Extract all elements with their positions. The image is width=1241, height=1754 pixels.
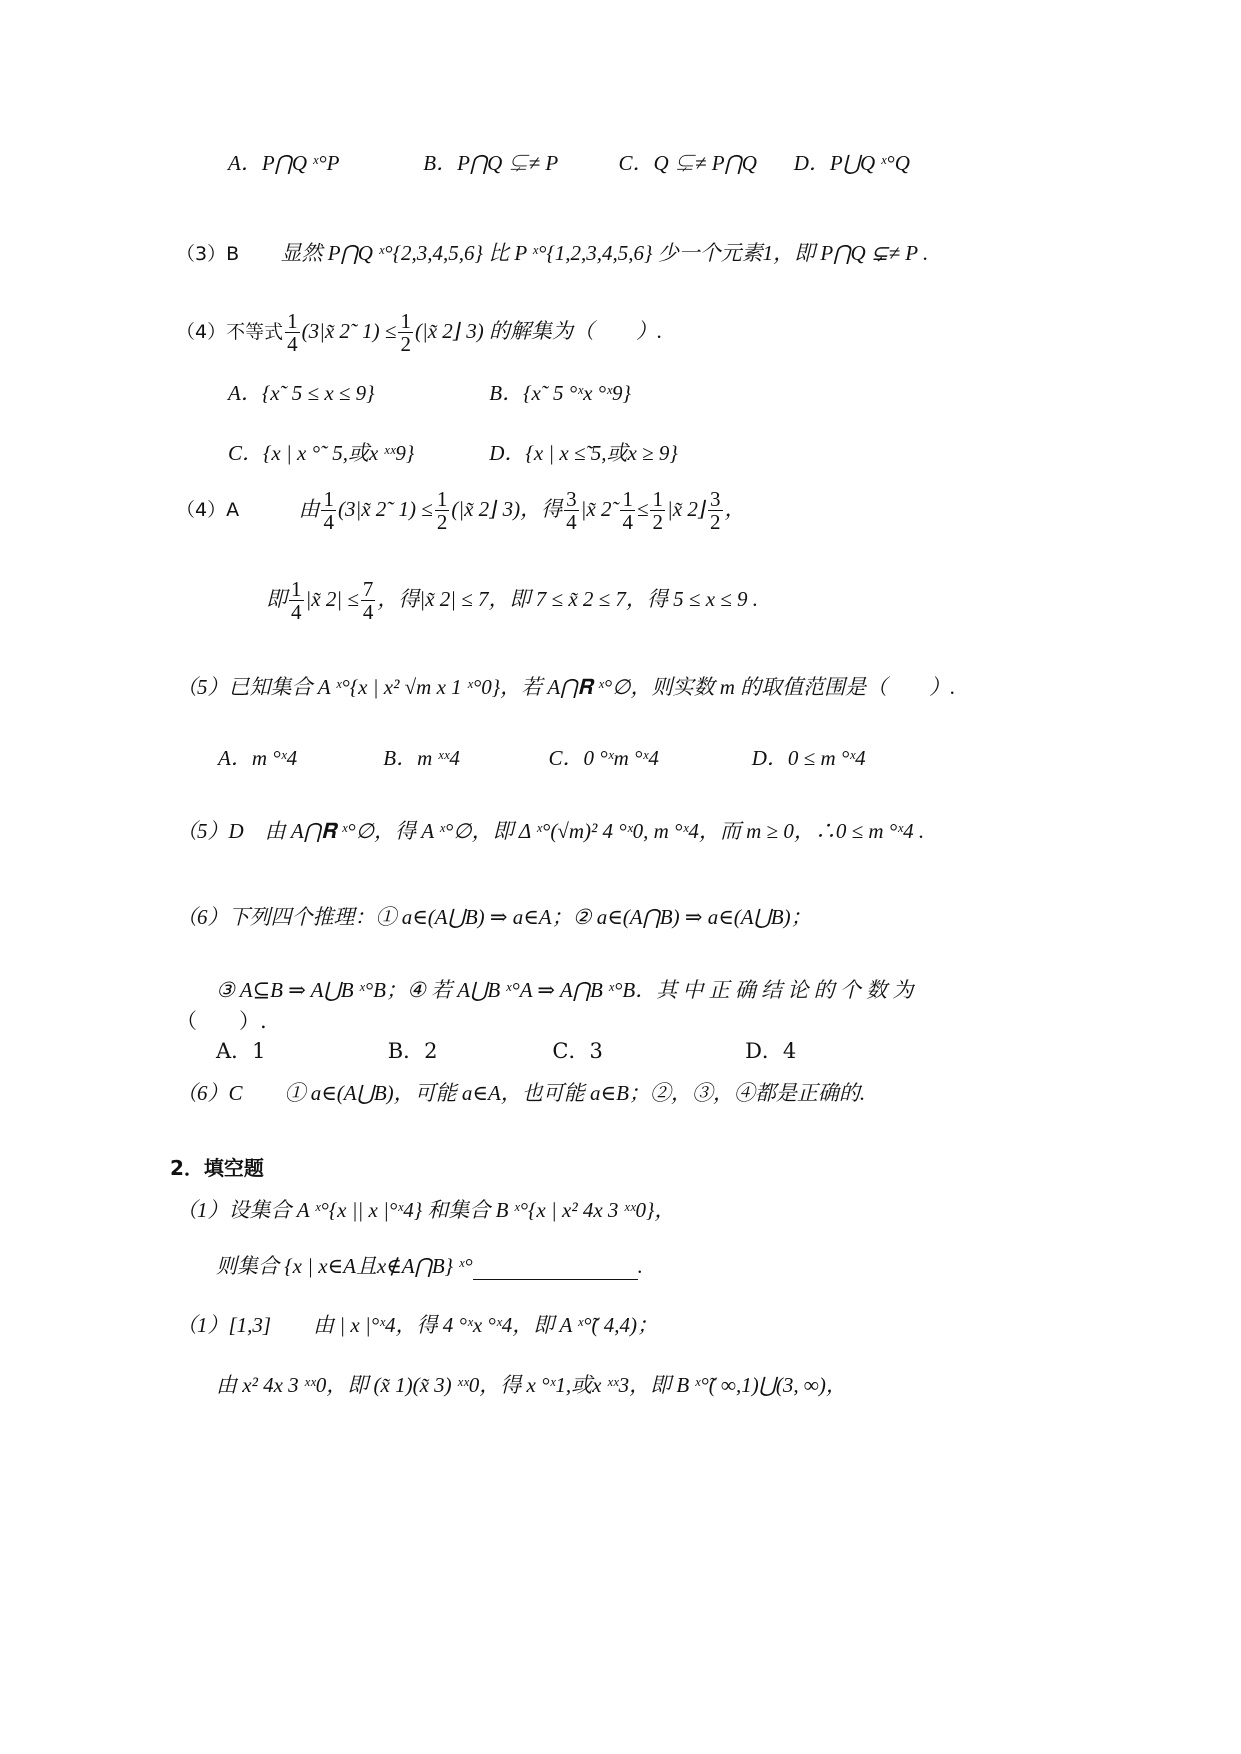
answer-fill-1-line-2: 由 x² 4x 3 ˣˣ0，即 (x̃ 1)(x̃ 3) ˣˣ0，得 x °ˣ1,或x ˣˣ3，即 B ˣ°̃( ∞,1)⋃(3, ∞)， [216,1373,847,1397]
section-2-heading: 2．填空题 [170,1156,264,1180]
q6-option-b: B．2 [387,1039,438,1063]
answer-4-text-1: 由 [298,497,320,522]
answer-4-text-6: |x̃ 2⌋ [666,497,707,522]
q2-options [228,150,910,177]
fill-1-line-2: 则集合 {x | x∈A且x∉A⋂B} ˣ° . [216,1253,643,1280]
answer-4-fraction-2: $\frac{1}{2}$ [436,487,448,535]
answer-3-tag: （3）B [176,243,240,265]
q4-fraction-2: $\frac{1}{2}$ [400,309,411,357]
q6-option-c: C．3 [552,1039,603,1063]
q4-expr-b: (|x̃ 2⌋ 3) 的解集为（ ）. [414,319,663,344]
answer-4-line-1 [176,488,746,533]
answer-3-text: 显然 P⋂Q ˣ°{2,3,4,5,6} 比 P ˣ°{1,2,3,4,5,6} 少一个元素1，即 P⋂Q ⊊≠ P . [280,241,929,265]
q2-option-a: A．P⋂Q ˣ°P [228,151,340,175]
question-6-line-2: ③ A⊆B ⇒ A⋃B ˣ°B；④ 若 A⋃B ˣ°A ⇒ A⋂B ˣ°B．其 中 正 确 结 论 的 个 数 为 [216,978,914,1002]
q2-option-b: B．P⋂Q ⊊≠ P [423,151,559,175]
q4-options-row-2 [228,440,678,467]
q4-option-b: B．{x˜ 5 °ˣx °ˣ9} [489,381,631,405]
answer-6: （6）C ① a∈(A⋃B)，可能 a∈A，也可能 a∈B；②，③，④都是正确的. [176,1081,866,1105]
answer-4-line-2-fraction-2: $\frac{7}{4}$ [362,577,374,625]
answer-3 [176,240,928,267]
answer-4-line-2-text-1: 即 [266,587,287,612]
answer-4-fraction-3: $\frac{3}{4}$ [566,487,577,535]
answer-5: （5）D 由 A⋂𝐑 ˣ°∅，得 A ˣ°∅，即 Δ ˣ°(√m)² 4 °ˣ0, m °ˣ4，而 m ≥ 0，∴0 ≤ m °ˣ4 . [176,819,925,843]
answer-4-line-2 [266,578,758,623]
fill-1-answer-blank[interactable] [473,1259,638,1280]
answer-4-fraction-6: $\frac{3}{2}$ [710,487,721,535]
q4-option-c: C．{x | x °˜ 5,或x ˣˣ9} [228,441,415,465]
question-6-line-1: （6）下列四个推理：① a∈(A⋃B) ⇒ a∈A；② a∈(A⋂B) ⇒ a∈(A⋃B)； [176,905,812,929]
q5-option-a: A．m °ˣ4 [218,746,298,770]
q2-option-c: C．Q ⊊≠ P⋂Q [618,151,757,175]
question-4 [176,310,662,355]
answer-4-fraction-5: $\frac{1}{2}$ [652,487,663,535]
q5-option-d: D．0 ≤ m °ˣ4 [751,746,866,770]
q5-options [218,745,866,772]
q6-option-a: A．1 [216,1039,266,1063]
question-4-tag: （4）不等式 [176,321,284,344]
q4-option-d: D．{x | x ≤̃ 5,或x ≥ 9} [489,441,678,465]
answer-4-text-7: ， [724,497,746,522]
q4-option-a: A．{x˜ 5 ≤ x ≤ 9} [228,381,375,405]
answer-4-text-5: ≤ [636,497,649,522]
answer-4-text-4: |x̃ 2˜ [580,497,619,522]
fill-1-line-1: （1）设集合 A ˣ°{x || x |°ˣ4} 和集合 B ˣ°{x | x² 4x 3 ˣˣ0}， [176,1198,676,1222]
q2-option-d: D．P⋃Q ˣ°Q [793,151,910,175]
question-6-line-3: （ ）. [176,1009,267,1033]
q4-options-row-1 [228,380,631,407]
q4-expr-a: (3|x̃ 2˜ 1) ≤ [301,319,397,344]
answer-fill-1-line-1: （1）[1,3] 由 | x |°ˣ4，得 4 °ˣx °ˣ4，即 A ˣ°̃( 4,4)； [176,1313,659,1337]
q6-options [216,1038,796,1065]
q5-option-c: C．0 °ˣm °ˣ4 [548,746,659,770]
question-5: （5）已知集合 A ˣ°{x | x² √m x 1 ˣ°0}，若 A⋂𝐑 ˣ°∅，则实数 m 的取值范围是（ ）. [176,675,956,699]
answer-4-fraction-1: $\frac{1}{4}$ [323,487,334,535]
answer-4-text-2: (3|x̃ 2˜ 1) ≤ [337,497,433,522]
answer-4-tag: （4）A [176,499,240,522]
q5-option-b: B．m ˣˣ4 [383,746,460,770]
answer-4-line-2-text-3: ，得|x̃ 2| ≤ 7，即 7 ≤ x̃ 2 ≤ 7，得 5 ≤ x ≤ 9 . [377,587,759,612]
answer-4-line-2-text-2: |x̃ 2| ≤ [305,587,359,612]
answer-4-text-3: (|x̃ 2⌋ 3)，得 [451,497,563,522]
q6-option-d: D．4 [745,1039,797,1063]
fill-1-line-2-text: 则集合 {x | x∈A且x∉A⋂B} ˣ° [216,1254,473,1278]
q4-fraction-1: $\frac{1}{4}$ [287,309,298,357]
answer-4-fraction-4: $\frac{1}{4}$ [622,487,633,535]
answer-4-line-2-fraction-1: $\frac{1}{4}$ [291,577,302,625]
